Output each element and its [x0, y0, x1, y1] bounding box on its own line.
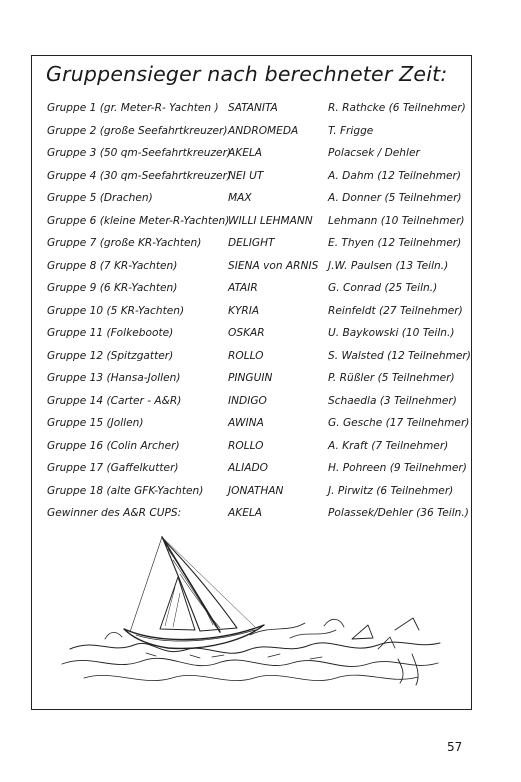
yacht-name: NEI UT [228, 169, 264, 182]
yacht-name: PINGUIN [228, 372, 273, 384]
winner-name: H. Pohreen (9 Teilnehmer) [328, 462, 467, 474]
winner-name: Schaedla (3 Teilnehmer) [328, 394, 457, 407]
yacht-name: ALIADO [228, 462, 269, 474]
sailboat-sketch-icon [50, 527, 450, 692]
group-label: Gruppe 11 (Folkeboote) [47, 327, 174, 339]
yacht-name: ROLLO [228, 349, 264, 362]
result-row [47, 99, 467, 122]
group-label: Gruppe 6 (kleine Meter-R-Yachten) [47, 214, 230, 227]
result-row [47, 279, 467, 302]
winner-name: Polacsek / Dehler [328, 147, 420, 159]
yacht-name: AKELA [228, 147, 263, 159]
group-label: Gruppe 7 (große KR-Yachten) [47, 237, 202, 249]
page-number: 57 [447, 740, 463, 754]
yacht-name: SATANITA [228, 102, 278, 114]
winner-name: A. Kraft (7 Teilnehmer) [328, 439, 449, 452]
group-label: Gruppe 5 (Drachen) [47, 192, 153, 204]
winner-name: Lehmann (10 Teilnehmer) [328, 214, 465, 227]
yacht-name: AKELA [228, 507, 263, 519]
group-label: Gruppe 16 (Colin Archer) [47, 439, 180, 452]
page-title: Gruppensieger nach berechneter Zeit: [46, 62, 448, 86]
yacht-name: AWINA [228, 417, 264, 429]
result-row [47, 482, 467, 505]
result-row [47, 302, 467, 325]
group-label: Gewinner des A&R CUPS: [47, 507, 182, 519]
yacht-name: SIENA von ARNIS [228, 259, 319, 272]
results-list [47, 99, 471, 527]
winner-name: Polassek/Dehler (36 Teiln.) [328, 507, 469, 519]
yacht-name: ATAIR [228, 282, 258, 294]
result-row [47, 167, 467, 190]
yacht-name: ROLLO [228, 439, 264, 452]
group-label: Gruppe 10 (5 KR-Yachten) [47, 304, 185, 317]
group-label: Gruppe 8 (7 KR-Yachten) [47, 259, 178, 272]
result-row [47, 257, 467, 280]
winner-name: S. Walsted (12 Teilnehmer) [328, 349, 471, 362]
yacht-name: JONATHAN [228, 484, 284, 497]
group-label: Gruppe 17 (Gaffelkutter) [47, 462, 179, 474]
result-row [47, 437, 467, 460]
group-label: Gruppe 4 (30 qm-Seefahrtkreuzer) [47, 169, 232, 182]
winner-name: A. Dahm (12 Teilnehmer) [328, 169, 462, 182]
result-row [47, 324, 467, 347]
winner-name: A. Donner (5 Teilnehmer) [328, 192, 462, 204]
yacht-name: KYRIA [228, 304, 260, 317]
winner-name: R. Rathcke (6 Teilnehmer) [328, 102, 466, 114]
group-label: Gruppe 14 (Carter - A&R) [47, 394, 182, 407]
winner-name: U. Baykowski (10 Teiln.) [328, 327, 455, 339]
group-label: Gruppe 18 (alte GFK-Yachten) [47, 484, 204, 497]
group-label: Gruppe 9 (6 KR-Yachten) [47, 282, 178, 294]
group-label: Gruppe 13 (Hansa-Jollen) [47, 372, 181, 384]
result-row [47, 392, 467, 415]
group-label: Gruppe 2 (große Seefahrtkreuzer) [47, 124, 228, 137]
result-row [47, 459, 467, 482]
result-row [47, 122, 467, 145]
result-row [47, 369, 467, 392]
result-row [47, 144, 467, 167]
group-label: Gruppe 15 (Jollen) [47, 417, 144, 429]
group-label: Gruppe 1 (gr. Meter-R- Yachten ) [47, 102, 219, 114]
winner-name: G. Conrad (25 Teiln.) [328, 282, 438, 294]
result-row [47, 504, 467, 527]
yacht-name: MAX [228, 192, 252, 204]
winner-name: P. Rüßler (5 Teilnehmer) [328, 372, 455, 384]
group-label: Gruppe 3 (50 qm-Seefahrtkreuzer) [47, 147, 232, 159]
yacht-name: WILLI LEHMANN [228, 214, 313, 227]
winner-name: G. Gesche (17 Teilnehmer) [328, 417, 470, 429]
yacht-name: DELIGHT [228, 237, 275, 249]
winner-name: J.W. Paulsen (13 Teiln.) [328, 259, 449, 272]
result-row [47, 189, 467, 212]
yacht-name: OSKAR [228, 327, 265, 339]
yacht-name: INDIGO [228, 394, 267, 407]
result-row [47, 414, 470, 437]
group-label: Gruppe 12 (Spitzgatter) [47, 349, 174, 362]
result-row [47, 347, 471, 370]
winner-name: J. Pirwitz (6 Teilnehmer) [328, 484, 454, 497]
winner-name: Reinfeldt (27 Teilnehmer) [328, 304, 463, 317]
result-row [47, 234, 467, 257]
yacht-name: ANDROMEDA [228, 124, 299, 137]
winner-name: T. Frigge [328, 124, 374, 137]
result-row [47, 212, 467, 235]
winner-name: E. Thyen (12 Teilnehmer) [328, 237, 462, 249]
